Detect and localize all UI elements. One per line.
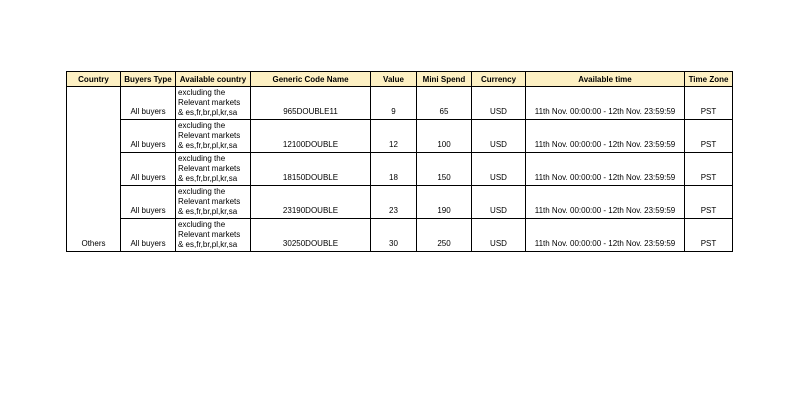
header-mini-spend: Mini Spend [417,72,472,87]
cell-available-time: 11th Nov. 00:00:00 - 12th Nov. 23:59:59 [526,153,685,186]
available-country-line: Relevant markets [178,98,241,107]
available-country-line: & es,fr,br,pl,kr,sa [178,174,238,183]
cell-value: 9 [371,87,417,120]
table-row [67,153,733,186]
header-country: Country [67,72,121,87]
cell-buyers-type: All buyers [121,153,176,186]
cell-country [67,153,121,186]
cell-time-zone: PST [685,186,733,219]
cell-country [67,87,121,120]
header-buyers-type: Buyers Type [121,72,176,87]
header-currency: Currency [472,72,526,87]
header-available-time: Available time [526,72,685,87]
cell-currency: USD [472,219,526,252]
cell-buyers-type: All buyers [121,186,176,219]
cell-available-country [176,186,251,219]
cell-time-zone: PST [685,219,733,252]
cell-mini-spend: 65 [417,87,472,120]
available-country-line: excluding the [178,154,226,163]
cell-available-time: 11th Nov. 00:00:00 - 12th Nov. 23:59:59 [526,120,685,153]
available-country-line: & es,fr,br,pl,kr,sa [178,240,238,249]
table-header-row [67,72,733,87]
header-value: Value [371,72,417,87]
cell-buyers-type: All buyers [121,87,176,120]
cell-code-name: 965DOUBLE11 [251,87,371,120]
available-country-line: excluding the [178,220,226,229]
cell-mini-spend: 250 [417,219,472,252]
available-country-line: & es,fr,br,pl,kr,sa [178,108,238,117]
cell-available-country [176,153,251,186]
cell-country [67,120,121,153]
cell-currency: USD [472,186,526,219]
cell-country: Others [67,219,121,252]
cell-available-country [176,120,251,153]
cell-time-zone: PST [685,153,733,186]
cell-code-name: 30250DOUBLE [251,219,371,252]
cell-code-name: 12100DOUBLE [251,120,371,153]
cell-mini-spend: 100 [417,120,472,153]
cell-currency: USD [472,120,526,153]
cell-available-time: 11th Nov. 00:00:00 - 12th Nov. 23:59:59 [526,87,685,120]
available-country-line: excluding the [178,121,226,130]
cell-available-country [176,87,251,120]
cell-time-zone: PST [685,120,733,153]
table-row [67,186,733,219]
cell-available-country [176,219,251,252]
cell-buyers-type: All buyers [121,120,176,153]
cell-time-zone: PST [685,87,733,120]
available-country-line: Relevant markets [178,197,241,206]
cell-available-time: 11th Nov. 00:00:00 - 12th Nov. 23:59:59 [526,186,685,219]
available-country-line: & es,fr,br,pl,kr,sa [178,141,238,150]
cell-country [67,186,121,219]
cell-value: 30 [371,219,417,252]
cell-value: 23 [371,186,417,219]
cell-currency: USD [472,87,526,120]
cell-code-name: 18150DOUBLE [251,153,371,186]
cell-value: 18 [371,153,417,186]
available-country-line: excluding the [178,88,226,97]
promo-code-table [66,71,733,252]
cell-mini-spend: 150 [417,153,472,186]
available-country-line: excluding the [178,187,226,196]
cell-available-time: 11th Nov. 00:00:00 - 12th Nov. 23:59:59 [526,219,685,252]
header-time-zone: Time Zone [685,72,733,87]
available-country-line: Relevant markets [178,131,241,140]
available-country-line: & es,fr,br,pl,kr,sa [178,207,238,216]
table-row [67,87,733,120]
cell-value: 12 [371,120,417,153]
available-country-line: Relevant markets [178,230,241,239]
cell-mini-spend: 190 [417,186,472,219]
header-generic-code-name: Generic Code Name [251,72,371,87]
available-country-line: Relevant markets [178,164,241,173]
header-available-country: Available country [176,72,251,87]
cell-currency: USD [472,153,526,186]
cell-buyers-type: All buyers [121,219,176,252]
cell-code-name: 23190DOUBLE [251,186,371,219]
table-row [67,219,733,252]
table-row [67,120,733,153]
